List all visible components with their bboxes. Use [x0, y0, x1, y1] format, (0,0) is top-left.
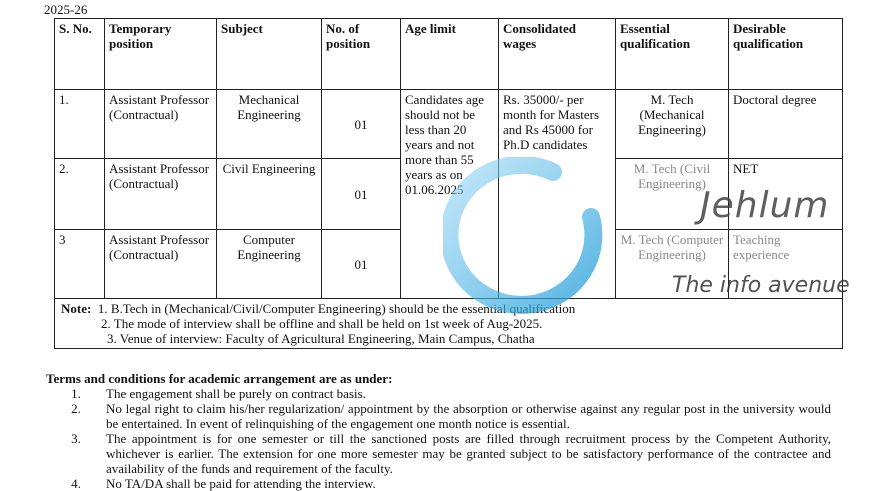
terms-section: [46, 371, 831, 491]
cell-count: 01: [322, 230, 401, 299]
cell-count: 01: [322, 159, 401, 230]
cell-sno: 1.: [55, 90, 105, 159]
cell-essential: M. Tech (Mechanical Engineering): [616, 90, 729, 159]
col-header-sno: S. No.: [55, 19, 105, 90]
col-header-position: Temporary position: [105, 19, 217, 90]
cell-position: Assistant Professor (Contractual): [105, 159, 217, 230]
col-header-subject: Subject: [217, 19, 322, 90]
notes-row: [55, 299, 843, 349]
cell-count: 01: [322, 90, 401, 159]
watermark-tagline: The info avenue: [672, 273, 850, 298]
positions-table: [54, 18, 843, 349]
cell-subject: Mechanical Engineering: [217, 90, 322, 159]
col-header-wages: Consolidated wages: [499, 19, 616, 90]
watermark-brand: Jehlum: [700, 185, 830, 226]
note-item: 1. B.Tech in (Mechanical/Civil/Computer Engineering) should be the essential qualification: [97, 301, 576, 316]
cell-desirable: Doctoral degree: [729, 90, 843, 159]
table-header-row: [55, 19, 843, 90]
document-year: 2025-26: [44, 2, 88, 17]
cell-age-limit: Candidates age should not be less than 20 years and not more than 55 years as on 01.06.2025: [401, 90, 499, 299]
col-header-count: No. of position: [322, 19, 401, 90]
cell-wages: Rs. 35000/- per month for Masters and Rs 45000 for Ph.D candidates: [499, 90, 616, 299]
note-item: 2. The mode of interview shall be offline and shall be held on 1st week of Aug-2025.: [101, 316, 543, 331]
note-label: Note:: [61, 301, 92, 316]
terms-list: [46, 386, 831, 491]
list-item: 4. No TA/DA shall be paid for attending the interview.: [71, 476, 376, 491]
cell-desirable: Teaching experience: [729, 230, 843, 299]
col-header-desirable: Desirable qualification: [729, 19, 843, 90]
table-row: [55, 90, 843, 159]
col-header-essential: Essential qualification: [616, 19, 729, 90]
cell-position: Assistant Professor (Contractual): [105, 90, 217, 159]
cell-subject: Civil Engineering: [217, 159, 322, 230]
terms-title: Terms and conditions for academic arrangement are as under:: [46, 371, 393, 386]
cell-subject: Computer Engineering: [217, 230, 322, 299]
notes-cell: [55, 299, 843, 349]
list-item: 1. The engagement shall be purely on contract basis.: [71, 386, 366, 401]
cell-position: Assistant Professor (Contractual): [105, 230, 217, 299]
col-header-age: Age limit: [401, 19, 499, 90]
cell-sno: 3: [55, 230, 105, 299]
list-item: 2. No legal right to claim his/her regularization/ appointment by the absorption or otherwise against any regular post in the university would be entertained. In event of relinquishing of the engagement one month notice is essential.: [71, 401, 831, 431]
note-item: 3. Venue of interview: Faculty of Agricultural Engineering, Main Campus, Chatha: [107, 331, 535, 346]
list-item: 3. The appointment is for one semester or till the sanctioned posts are filled through recruitment process by the Competent Authority, whichever is earlier. The extension for one more semester may be granted subject to be satisfactory performance of the contractee and availability of the funds and requirement of the faculty.: [71, 431, 831, 476]
cell-essential: M. Tech (Civil Engineering): [616, 159, 729, 230]
cell-desirable: NET: [729, 159, 843, 230]
cell-sno: 2.: [55, 159, 105, 230]
cell-essential: M. Tech (Computer Engineering): [616, 230, 729, 299]
